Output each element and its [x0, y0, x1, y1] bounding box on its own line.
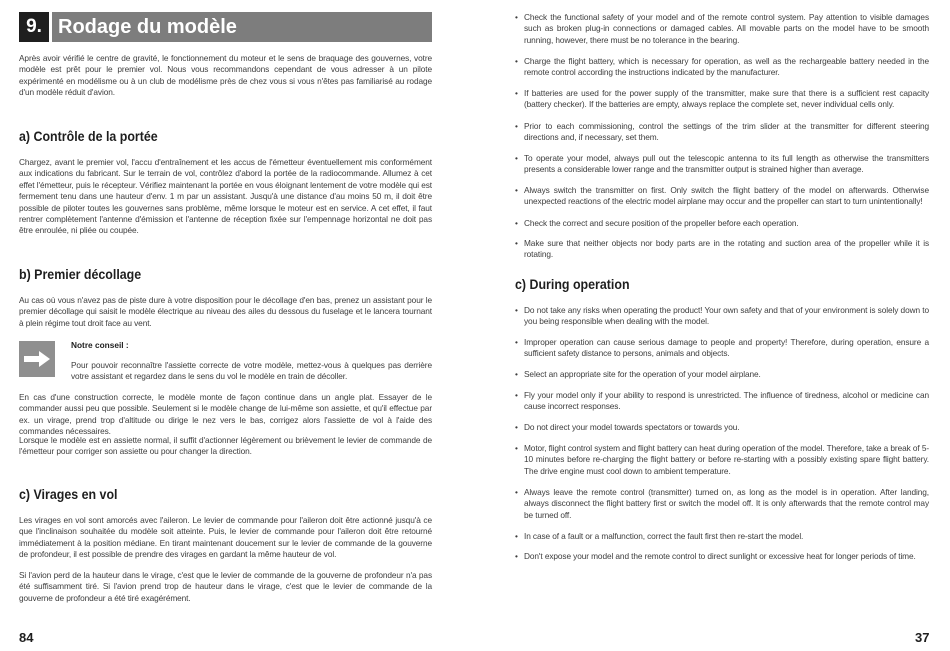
section-b-paragraph-3: Lorsque le modèle est en assiette normal, il suffit d'actionner légèrement ou brièvement le levier de commande de l'émetteur pour corriger son assiette ou pour changer la direction. — [19, 435, 432, 457]
page-number-left: 84 — [19, 630, 34, 645]
note-paragraph: Pour pouvoir reconnaître l'assiette correcte de votre modèle, mettez-vous à quelques pas derrière votre assistant et regardez dans le sens du vol le modèle en train de décoller. — [71, 360, 432, 382]
list-item: • Don't expose your model and the remote control to direct sunlight or excessive heat for longer periods of time. — [515, 551, 929, 562]
list-item: • Make sure that neither objects nor body parts are in the rotating and suction area of the propeller while it is rotating. — [515, 238, 929, 261]
list-item: • Motor, flight control system and flight battery can heat during operation of the model. Therefore, take a break of 5-10 minutes before re-charging the flight battery or before re-starting with a possibly existing spare flight battery. The drive engine must cool down to ambient temperature. — [515, 443, 929, 477]
section-a-heading: a) Contrôle de la portée — [19, 129, 158, 144]
list-item: • To operate your model, always pull out the telescopic antenna to its full length as otherwise the transmitters presents a considerable lower range and the transmitter output is strained higher than average. — [515, 153, 929, 176]
chapter-header — [19, 12, 432, 42]
list-item: • Always leave the remote control (transmitter) turned on, as long as the model is in operation. After landing, always disconnect the flight battery first or switch the model off. It is only afterwards that the remote control may be turned off. — [515, 487, 929, 521]
list-item: • Check the correct and secure position of the propeller before each operation. — [515, 218, 929, 229]
list-item: • Check the functional safety of your model and of the remote control system. Pay attention to visible damages such as broken plug-in connections or damaged cables. All movable parts on the model have to be smooth running, however, there must be no tolerance in the bearing. — [515, 12, 929, 46]
list-item: • Select an appropriate site for the operation of your model airplane. — [515, 369, 929, 380]
list-item: • Always switch the transmitter on first. Only switch the flight battery of the model on afterwards. Otherwise unexpected reactions of the electric model airplane may occur and the propeller can start to turn unintentionally! — [515, 185, 929, 208]
arrow-right-icon — [19, 341, 55, 377]
list-item: • Improper operation can cause serious damage to people and property! Therefore, during operation, ensure a sufficient safety distance to persons, animals and objects. — [515, 337, 929, 360]
chapter-title: Rodage du modèle — [52, 12, 432, 42]
section-b-heading: b) Premier décollage — [19, 267, 142, 282]
list-item: • Do not take any risks when operating the product! Your own safety and that of your environment is solely down to you being responsible when dealing with the model. — [515, 305, 929, 328]
list-item: • In case of a fault or a malfunction, correct the fault first then re-start the model. — [515, 531, 929, 542]
note-title: Notre conseil : — [71, 340, 129, 350]
section-b-paragraph: Au cas où vous n'avez pas de piste dure à votre disposition pour le décollage d'en bas, prenez un assistant pour le premier décollage qui saisit le modèle électrique au niveau des ailes du dessous du fuselage et le lancera tournant à plein régime tout droit face au vent. — [19, 295, 432, 328]
section-c-operation-heading: c) During operation — [515, 277, 630, 292]
section-a-paragraph: Chargez, avant le premier vol, l'accu d'entraînement et les accus de l'émetteur éventuellement mis conformément aux indications du fabricant. Sur le terrain de vol, contrôlez d'abord la portée de la radiocommande. Allumez à cet effet l'émetteur, puis le récepteur. Vérifiez maintenant la portée en vous éloignant lentement de votre modèle qui est fermement tenu dans une hauteur d'env. 1 m par un assistant. Jusqu'à une distance d'au moins 50 m, il doit être possible de piloter toutes les gouvernes sans problème, même lorsque le moteur est en service. A cet effet, il faut rentrer complètement l'antenne d'émission et l'antenne de réception fixée sur l'empennage horizontal ne doit pas être enroulée, ni pliée ou coupée. — [19, 157, 432, 236]
section-c-heading: c) Virages en vol — [19, 487, 118, 502]
list-item: • Charge the flight battery, which is necessary for operation, as well as the rechargeable battery needed in the remote control according the instructions indicated by the manufacturer. — [515, 56, 929, 79]
page-number-right: 37 — [915, 630, 930, 645]
list-item: • If batteries are used for the power supply of the transmitter, make sure that there is a sufficient rest capacity (battery checker). If the batteries are empty, always replace the complete set, never individual cells only. — [515, 88, 929, 111]
section-c-paragraph: Les virages en vol sont amorcés avec l'aileron. Le levier de commande pour l'aileron doit être actionné jusqu'à ce que l'inclinaison souhaitée du modèle soit atteinte. Puis, le levier de commande pour l'aileron doit être retourné immédiatement à la position médiane. En tirant maintenant doucement sur le levier de commande de la gouverne de profondeur, il est possible de prendre des virages en gardant la même hauteur de vol. — [19, 515, 432, 560]
section-c-paragraph-2: Si l'avion perd de la hauteur dans le virage, c'est que le levier de commande de la gouverne de profondeur n'a pas été suffisamment tiré. Si l'avion prend trop de hauteur dans le virage, c'est que le levier de commande de la gouverne de profondeur a été tiré exagérément. — [19, 570, 432, 603]
section-b-paragraph-2: En cas d'une construction correcte, le modèle monte de façon continue dans un angle plat. Essayer de le commander aussi peu que possible. Seulement si le modèle change de lui-même son assiette, et qu'il effectue par ex. un virage, prend trop d'altitude ou dirige le nez vers le bas, corrigez alors l'assiette de vol à l'aide des commandes nécessaires. — [19, 392, 432, 437]
list-item: • Do not direct your model towards spectators or towards you. — [515, 422, 929, 433]
chapter-number: 9. — [19, 12, 49, 42]
list-item: • Prior to each commissioning, control the settings of the trim slider at the transmitter for different steering directions and, if necessary, set them. — [515, 121, 929, 144]
list-item: • Fly your model only if your ability to respond is unrestricted. The influence of tiredness, alcohol or medicine can cause incorrect responses. — [515, 390, 929, 413]
intro-paragraph: Après avoir vérifié le centre de gravité, le fonctionnement du moteur et le sens de braquage des gouvernes, votre modèle est prêt pour le premier vol. Nous vous recommandons cependant de vous adresser à un pilote expérimenté en modélisme ou à un club de modélisme près de chez vous si vous n'êtes pas familiarisé au rodage d'un modèle réduit d'avion. — [19, 53, 432, 98]
